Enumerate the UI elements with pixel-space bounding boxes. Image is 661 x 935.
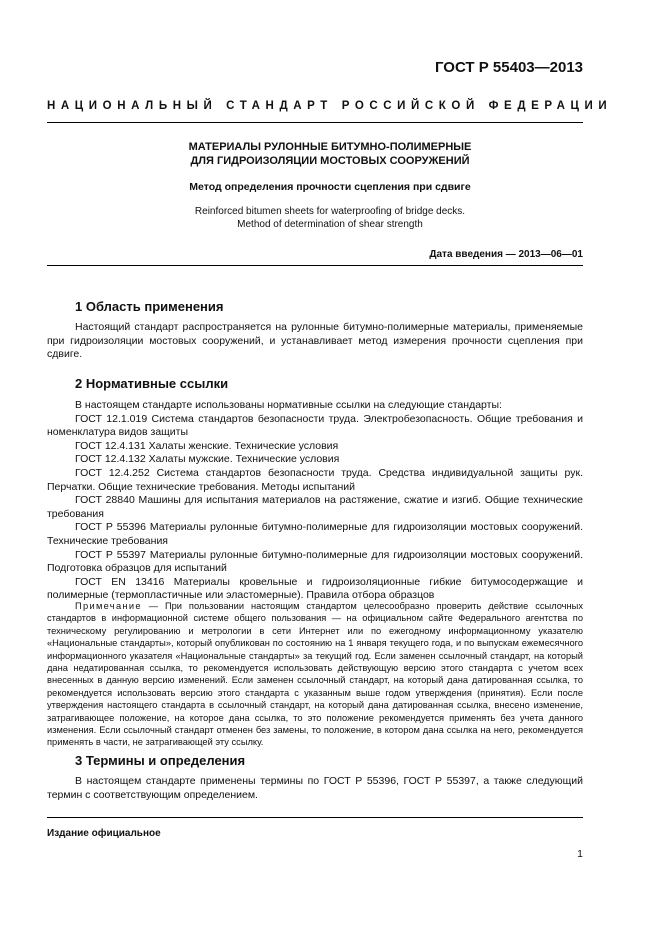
document-title — [47, 140, 613, 168]
document-code: ГОСТ Р 55403—2013 — [434, 59, 583, 76]
english-title-line-2: Method of determination of shear strength — [237, 219, 423, 230]
section-3-text — [47, 775, 583, 802]
section-3-heading: 3 Термины и определения — [75, 753, 246, 768]
top-divider — [47, 122, 583, 123]
section-1-paragraph: Настоящий стандарт распространяется на рулонные битумно-полимерные материалы, применяемые при гидроизоляции мостовых сооружений, и устанавливает метод измерения прочности сцепления при сдвиге. — [47, 321, 583, 361]
references-intro: В настоящем стандарте использованы нормативные ссылки на следующие стандарты: — [75, 399, 502, 411]
reference-item: ГОСТ 12.1.019 Система стандартов безопасности труда. Электробезопасность. Общие требования и номенклатура видов защиты — [47, 412, 583, 439]
section-1-text — [47, 321, 583, 362]
edition-label: Издание официальное — [47, 828, 161, 839]
title-line-2: ДЛЯ ГИДРОИЗОЛЯЦИИ МОСТОВЫХ СООРУЖЕНИЙ — [190, 155, 470, 167]
reference-item: ГОСТ Р 55396 Материалы рулонные битумно-полимерные для гидроизоляции мостовых сооружений. Технические требования — [47, 521, 583, 547]
section-2-references — [47, 399, 583, 603]
document-subtitle: Метод определения прочности сцепления при сдвиге — [189, 181, 471, 193]
references-note — [47, 600, 583, 749]
section-3-paragraph: В настоящем стандарте применены термины по ГОСТ Р 55396, ГОСТ Р 55397, а также следующий термин с соответствующим определением. — [47, 775, 583, 801]
page-number: 1 — [577, 848, 583, 860]
note-label: Примечание — [75, 601, 142, 611]
introduction-date: Дата введения — 2013—06—01 — [429, 249, 583, 260]
english-title-line-1: Reinforced bitumen sheets for waterproofing of bridge decks. — [194, 206, 466, 217]
section-1-heading: 1 Область применения — [75, 299, 224, 314]
reference-item: ГОСТ EN 13416 Материалы кровельные и гидроизоляционные гибкие битумосодержащие и полимерные (термопластичные или эластомерные). Правила отбора образцов — [47, 575, 583, 602]
note-text: — При пользовании настоящим стандартом целесообразно проверить действие ссылочных стандартов в информационной системе общего пользования — на официальном сайте Федерального агентства по техническому регулированию и метрологии в сети Интернет или по ежегодному информационному указателю «Национальные стандарты», который опубликован по состоянию на 1 января текущего года, и по выпускам ежемесячного информационного указателя «Национальные стандарты» за текущий год. Если заменен ссылочный стандарт, на который дана недатированная ссылка, то рекомендуется использовать действующую версию этого стандарта с учетом всех внесенных в данную версию изменений. Если заменен ссылочный стандарт, на который дана датированная ссылка, то рекомендуется использовать версию этого стандарта с указанным выше годом утверждения (принятия). Если после утверждения настоящего стандарта в ссылочный стандарт, на который дана датированная ссылка, внесено изменение, затрагивающее положение, на которое дана ссылка, то это положение рекомендуется применять без учета данного изменения. Если ссылочный стандарт отменен без замены, то положение, в котором дана ссылка на него, рекомендуется применять в части, не затрагивающей эту ссылку. — [47, 601, 583, 748]
reference-item: ГОСТ 12.4.131 Халаты женские. Технические условия — [75, 439, 339, 452]
reference-item: ГОСТ 12.4.252 Система стандартов безопасности труда. Средства индивидуальной защиты рук. Перчатки. Общие технические требования. Методы испытаний — [47, 466, 583, 493]
section-2-heading: 2 Нормативные ссылки — [75, 376, 229, 391]
english-title — [47, 205, 613, 231]
footer-divider — [47, 817, 583, 818]
national-standard-banner: НАЦИОНАЛЬНЫЙ СТАНДАРТ РОССИЙСКОЙ ФЕДЕРАЦИИ — [47, 100, 613, 112]
note-paragraph — [47, 600, 583, 749]
reference-item: ГОСТ 28840 Машины для испытания материалов на растяжение, сжатие и изгиб. Общие технические требования — [47, 494, 583, 520]
reference-item: ГОСТ 12.4.132 Халаты мужские. Технические условия — [75, 453, 340, 466]
date-divider — [47, 265, 583, 266]
title-line-1: МАТЕРИАЛЫ РУЛОННЫЕ БИТУМНО-ПОЛИМЕРНЫЕ — [188, 141, 472, 153]
reference-item: ГОСТ Р 55397 Материалы рулонные битумно-полимерные для гидроизоляции мостовых сооружений. Подготовка образцов для испытаний — [47, 548, 583, 575]
